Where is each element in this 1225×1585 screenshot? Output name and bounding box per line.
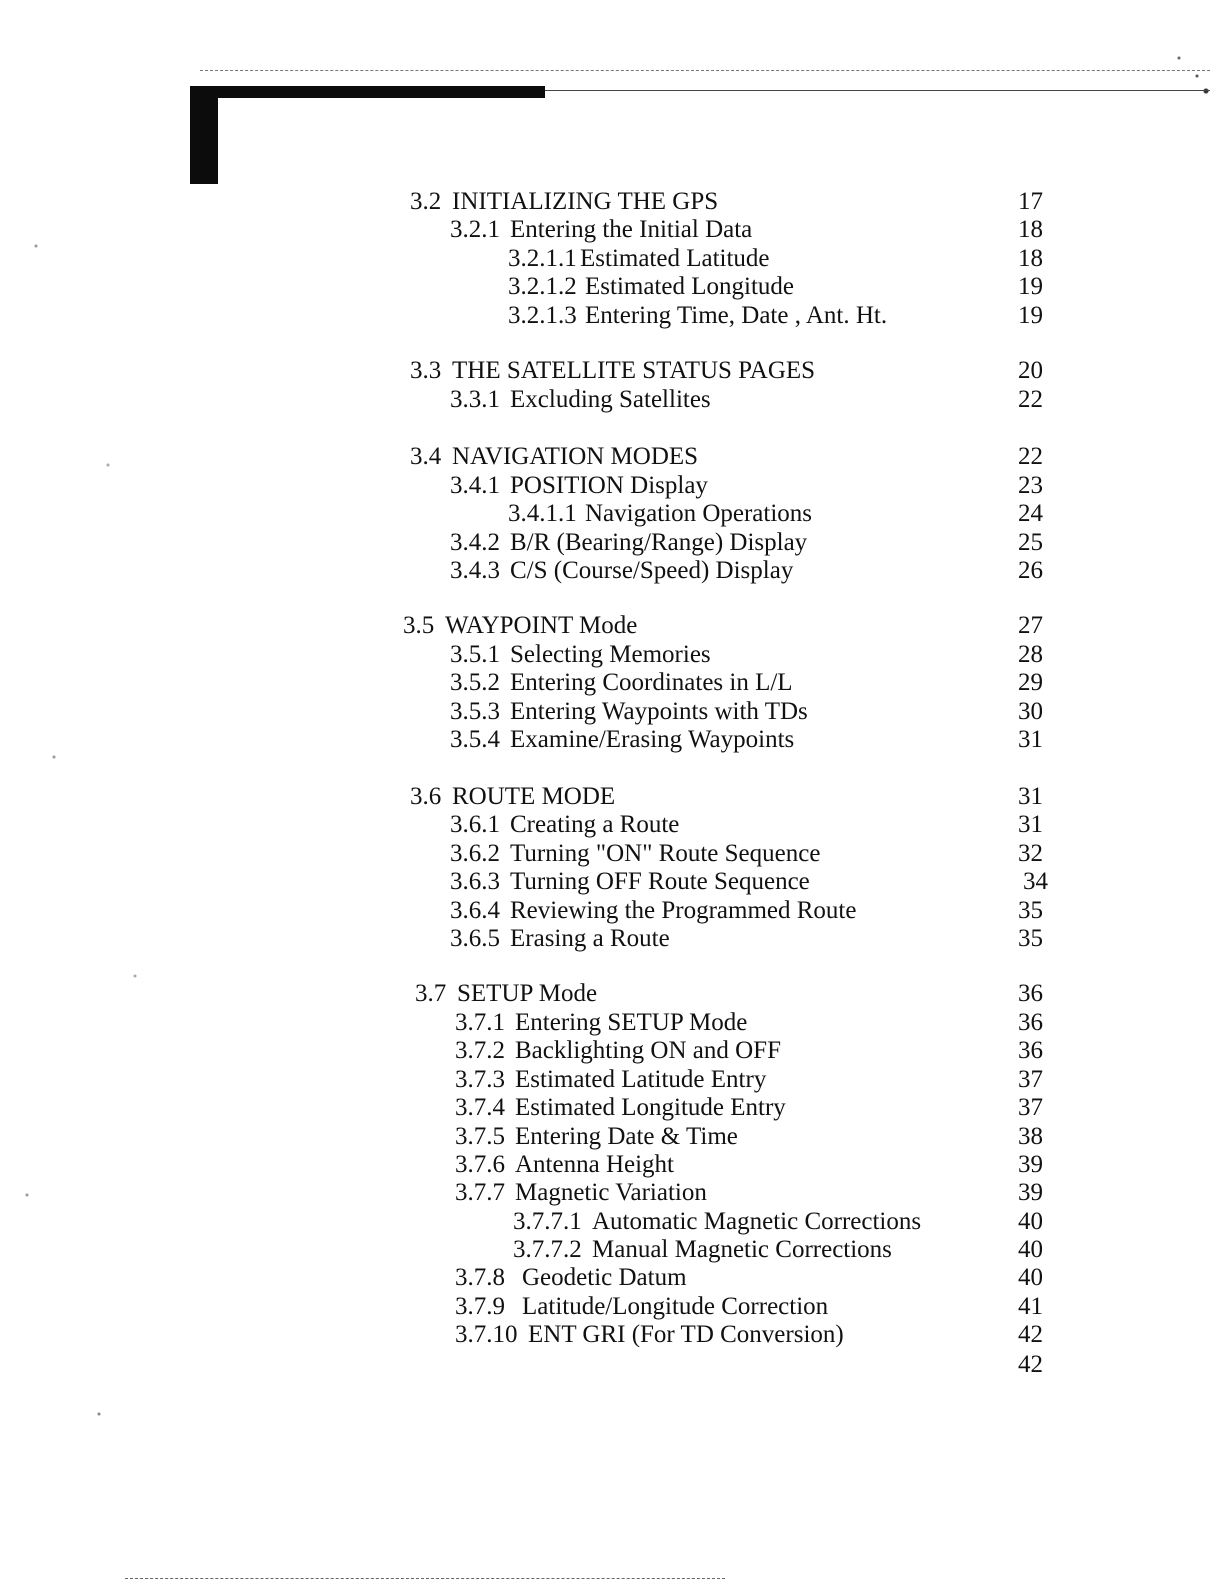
entry-number: 3.7.4 — [455, 1094, 505, 1121]
entry-title: Automatic Magnetic Corrections — [592, 1208, 922, 1235]
entry-number: 3.4.1.1 — [508, 500, 577, 527]
entry-number: 3.7.6 — [455, 1151, 505, 1178]
entry-page: 18 — [1018, 245, 1043, 272]
toc-entry — [0, 1320, 1225, 1350]
toc-entry — [0, 215, 1225, 245]
entry-title: Estimated Latitude — [580, 245, 770, 272]
entry-page: 34 — [1023, 868, 1048, 895]
entry-page: 26 — [1018, 557, 1043, 584]
entry-number: 3.2.1.2 — [508, 273, 577, 300]
entry-page: 41 — [1018, 1293, 1043, 1320]
entry-page: 37 — [1018, 1066, 1043, 1093]
entry-title: Antenna Height — [515, 1151, 674, 1178]
entry-title: Estimated Longitude Entry — [515, 1094, 786, 1121]
entry-page: 37 — [1018, 1094, 1043, 1121]
entry-page: 30 — [1018, 698, 1043, 725]
entry-page: 31 — [1018, 811, 1043, 838]
entry-title: Entering SETUP Mode — [515, 1009, 748, 1036]
entry-title: Estimated Longitude — [585, 273, 794, 300]
entry-page: 27 — [1018, 612, 1043, 639]
entry-number: 3.2.1.1 — [508, 245, 577, 272]
entry-page: 29 — [1018, 669, 1043, 696]
entry-number: 3.4.3 — [450, 557, 500, 584]
toc-entry — [0, 867, 1225, 897]
entry-number: 3.6.1 — [450, 811, 500, 838]
toc-entry — [0, 810, 1225, 840]
entry-number: 3.5.2 — [450, 669, 500, 696]
entry-number: 3.4.1 — [450, 472, 500, 499]
entry-title: Manual Magnetic Corrections — [592, 1236, 892, 1263]
entry-number: 3.7.7.1 — [513, 1208, 582, 1235]
entry-number: 3.7.7.2 — [513, 1236, 582, 1263]
entry-title: Turning "ON" Route Sequence — [510, 840, 821, 867]
toc-entry — [0, 1235, 1225, 1265]
entry-number: 3.3.1 — [450, 386, 500, 413]
entry-title: Geodetic Datum — [522, 1264, 687, 1291]
toc-trailing-page — [0, 1350, 1225, 1380]
entry-title: NAVIGATION MODES — [452, 443, 699, 470]
entry-title: Entering Date & Time — [515, 1123, 738, 1150]
trailing-page-number: 42 — [1018, 1351, 1043, 1378]
toc-entry — [0, 1207, 1225, 1237]
entry-page: 40 — [1018, 1208, 1043, 1235]
entry-number: 3.4 — [410, 443, 442, 470]
entry-number: 3.7.3 — [455, 1066, 505, 1093]
entry-title: SETUP Mode — [457, 980, 598, 1007]
entry-number: 3.5.4 — [450, 726, 500, 753]
entry-page: 39 — [1018, 1151, 1043, 1178]
entry-page: 22 — [1018, 443, 1043, 470]
entry-title: Navigation Operations — [585, 500, 813, 527]
entry-title: Reviewing the Programmed Route — [510, 897, 857, 924]
entry-title: Selecting Memories — [510, 641, 711, 668]
entry-title: Excluding Satellites — [510, 386, 711, 413]
entry-title: Backlighting ON and OFF — [515, 1037, 781, 1064]
entry-number: 3.7.8 — [455, 1264, 505, 1291]
entry-number: 3.5.1 — [450, 641, 500, 668]
toc-entry — [0, 528, 1225, 558]
entry-page: 39 — [1018, 1179, 1043, 1206]
entry-title: Creating a Route — [510, 811, 680, 838]
toc-entry — [0, 244, 1225, 274]
entry-title: Magnetic Variation — [515, 1179, 707, 1206]
entry-page: 19 — [1018, 273, 1043, 300]
entry-page: 23 — [1018, 472, 1043, 499]
entry-number: 3.2.1 — [450, 216, 500, 243]
entry-page: 19 — [1018, 302, 1043, 329]
toc-entry — [0, 471, 1225, 501]
entry-page: 42 — [1018, 1321, 1043, 1348]
toc-entry — [0, 1150, 1225, 1180]
toc-entry — [0, 640, 1225, 670]
toc-entry — [0, 668, 1225, 698]
toc-entry — [0, 839, 1225, 869]
entry-title: C/S (Course/Speed) Display — [510, 557, 794, 584]
entry-title: Entering Coordinates in L/L — [510, 669, 793, 696]
toc-entry — [0, 499, 1225, 529]
entry-number: 3.2 — [410, 188, 442, 215]
toc-entry — [0, 1093, 1225, 1123]
entry-page: 17 — [1018, 188, 1043, 215]
entry-number: 3.6.5 — [450, 925, 500, 952]
entry-number: 3.7 — [415, 980, 447, 1007]
entry-page: 36 — [1018, 980, 1043, 1007]
entry-number: 3.6.3 — [450, 868, 500, 895]
entry-page: 28 — [1018, 641, 1043, 668]
entry-number: 3.6 — [410, 783, 442, 810]
toc-entry — [0, 979, 1225, 1009]
entry-number: 3.6.4 — [450, 897, 500, 924]
entry-title: Entering the Initial Data — [510, 216, 753, 243]
toc-entry — [0, 697, 1225, 727]
toc-entry — [0, 385, 1225, 415]
toc-entry — [0, 782, 1225, 812]
entry-number: 3.7.2 — [455, 1037, 505, 1064]
toc-entry — [0, 1065, 1225, 1095]
entry-page: 36 — [1018, 1037, 1043, 1064]
entry-number: 3.7.1 — [455, 1009, 505, 1036]
entry-number: 3.3 — [410, 357, 442, 384]
entry-page: 32 — [1018, 840, 1043, 867]
entry-title: Estimated Latitude Entry — [515, 1066, 767, 1093]
toc-entry — [0, 272, 1225, 302]
entry-title: Examine/Erasing Waypoints — [510, 726, 795, 753]
entry-number: 3.4.2 — [450, 529, 500, 556]
toc-entry — [0, 896, 1225, 926]
toc-entry — [0, 356, 1225, 386]
entry-page: 24 — [1018, 500, 1043, 527]
entry-title: Latitude/Longitude Correction — [522, 1293, 829, 1320]
entry-page: 36 — [1018, 1009, 1043, 1036]
entry-number: 3.7.9 — [455, 1293, 505, 1320]
entry-title: POSITION Display — [510, 472, 708, 499]
toc-entry — [0, 611, 1225, 641]
entry-page: 18 — [1018, 216, 1043, 243]
toc-entry — [0, 1292, 1225, 1322]
entry-page: 35 — [1018, 925, 1043, 952]
entry-number: 3.7.7 — [455, 1179, 505, 1206]
entry-title: ENT GRI (For TD Conversion) — [528, 1321, 844, 1348]
entry-page: 20 — [1018, 357, 1043, 384]
toc-entry — [0, 301, 1225, 331]
entry-title: WAYPOINT Mode — [445, 612, 638, 639]
entry-page: 31 — [1018, 783, 1043, 810]
entry-page: 25 — [1018, 529, 1043, 556]
toc-entry — [0, 725, 1225, 755]
toc-entry — [0, 556, 1225, 586]
toc-entry — [0, 924, 1225, 954]
entry-title: Erasing a Route — [510, 925, 670, 952]
entry-page: 22 — [1018, 386, 1043, 413]
entry-number: 3.5.3 — [450, 698, 500, 725]
entry-page: 40 — [1018, 1236, 1043, 1263]
toc-entry — [0, 1122, 1225, 1152]
toc-entry — [0, 442, 1225, 472]
entry-page: 40 — [1018, 1264, 1043, 1291]
entry-number: 3.7.5 — [455, 1123, 505, 1150]
entry-number: 3.7.10 — [455, 1321, 518, 1348]
entry-title: INITIALIZING THE GPS — [452, 188, 719, 215]
entry-title: Turning OFF Route Sequence — [510, 868, 810, 895]
entry-number: 3.2.1.3 — [508, 302, 577, 329]
toc-entry — [0, 1263, 1225, 1293]
entry-number: 3.5 — [403, 612, 435, 639]
entry-page: 31 — [1018, 726, 1043, 753]
entry-page: 38 — [1018, 1123, 1043, 1150]
entry-title: ROUTE MODE — [452, 783, 616, 810]
toc-entry — [0, 1178, 1225, 1208]
entry-title: Entering Waypoints with TDs — [510, 698, 808, 725]
entry-page: 35 — [1018, 897, 1043, 924]
entry-title: Entering Time, Date , Ant. Ht. — [585, 302, 888, 329]
toc-entry — [0, 1036, 1225, 1066]
toc-entry — [0, 187, 1225, 217]
entry-title: B/R (Bearing/Range) Display — [510, 529, 808, 556]
entry-number: 3.6.2 — [450, 840, 500, 867]
toc-entry — [0, 1008, 1225, 1038]
entry-title: THE SATELLITE STATUS PAGES — [452, 357, 816, 384]
